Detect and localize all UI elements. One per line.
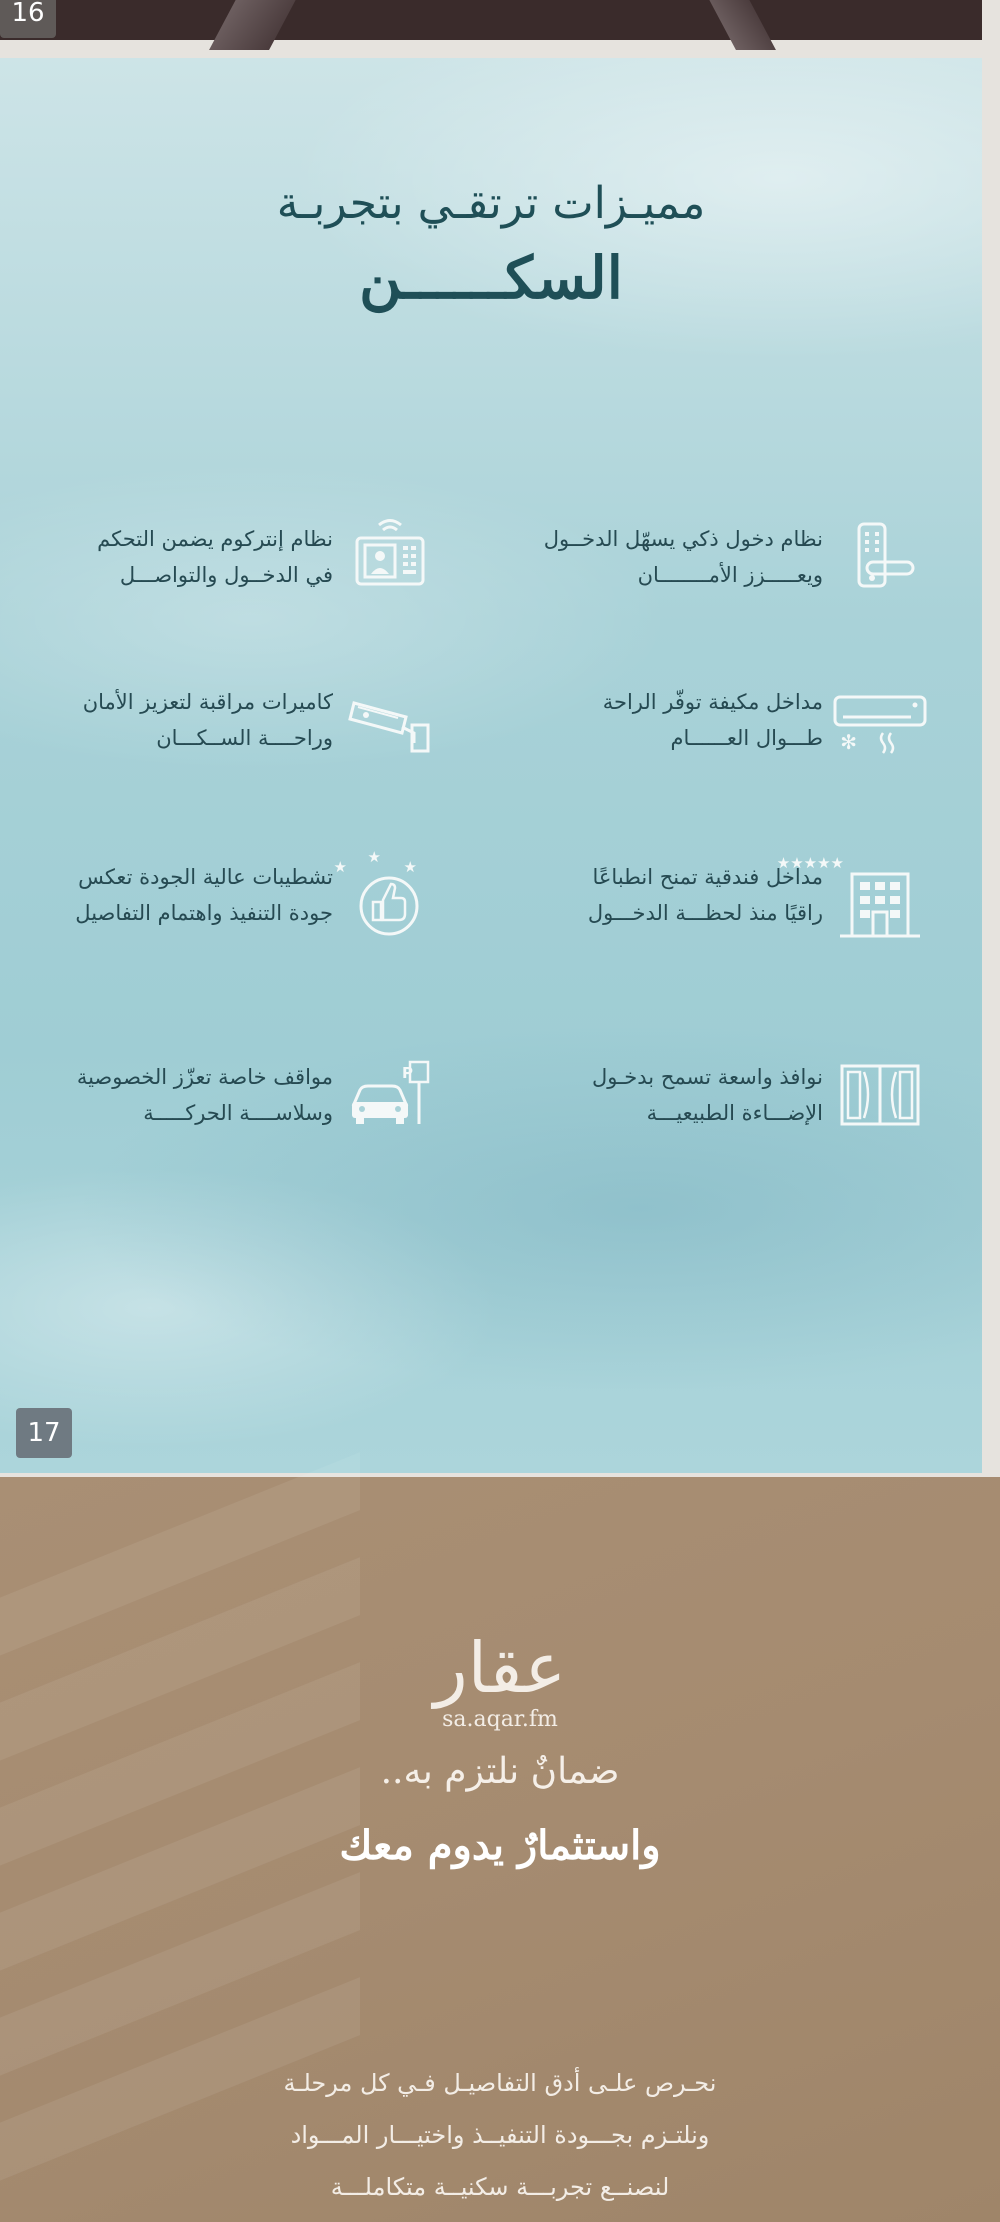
page-title-line2: السكــــــن	[359, 244, 623, 312]
feature-text-line1: مواقف خاصة تعزّز الخصوصية	[76, 1065, 333, 1089]
decorative-shape	[704, 0, 776, 50]
feature-text-line2: وراحــــة الســكـــان	[156, 726, 333, 750]
page-title-line1: مميـزات ترتقـي بتجربـة	[276, 178, 706, 229]
description-paragraph	[0, 2057, 1000, 2213]
svg-text:P: P	[402, 1064, 413, 1082]
security-camera-icon	[353, 683, 427, 757]
feature-security-cameras	[23, 683, 427, 757]
page-number-17: 17	[16, 1408, 72, 1458]
feature-text-line2: وسلاســــة الحركـــــة	[143, 1101, 333, 1125]
intercom-icon	[353, 520, 427, 594]
quality-thumbs-up-icon	[333, 848, 427, 932]
feature-high-quality-finishes	[23, 848, 427, 932]
smart-lock-icon	[843, 520, 917, 594]
paragraph-line: لنصنــع تجربـــة سكنيــة متكاملـــة	[330, 2173, 670, 2201]
svg-text:✻: ✻	[840, 730, 857, 754]
feature-text-line2: ويعـــــزز الأمــــــــان	[637, 563, 823, 587]
feature-intercom	[23, 520, 427, 594]
feature-text-line1: نظام إنتركوم يضمن التحكم	[97, 527, 333, 551]
feature-text-line2: في الدخــول والتواصـــل	[119, 563, 333, 587]
feature-text-line1: كاميرات مراقبة لتعزيز الأمان	[82, 690, 333, 714]
feature-air-conditioned	[513, 683, 917, 757]
hotel-building-icon	[776, 854, 917, 932]
parking-car-icon	[353, 1058, 427, 1132]
page-16-strip	[0, 0, 982, 40]
feature-text-line2: راقيًا منذ لحظـــة الدخـــول	[587, 901, 823, 925]
feature-smart-entry	[513, 520, 917, 594]
aqar-logo: عقار	[433, 1627, 567, 1709]
feature-text-line1: مداخل فندقية تمنح انطباعًا	[592, 865, 823, 889]
page-number-16: 16	[0, 0, 56, 38]
decorative-shape	[209, 0, 301, 50]
svg-text:★: ★	[333, 858, 347, 876]
feature-text-line1: نظام دخول ذكي يسهّل الدخــول	[543, 527, 823, 551]
slogan-line1: ضمانٌ نلتزم به..	[380, 1751, 620, 1792]
feature-text-line2: طـــوال العــــــام	[670, 726, 823, 750]
feature-text-line1: مداخل مكيفة توفّر الراحة	[602, 690, 823, 714]
slogan-line2: واستثمارٌ يدوم معك	[339, 1822, 661, 1869]
feature-text-line2: الإضـــاءة الطبيعيـــة	[646, 1101, 823, 1125]
aqar-url: sa.aqar.fm	[442, 1707, 558, 1732]
air-conditioner-icon	[840, 683, 917, 757]
window-icon	[843, 1058, 917, 1132]
paragraph-line: ونلتـزم بجـــودة التنفيــذ واختيـــار المـــواد	[290, 2121, 710, 2149]
feature-hotel-entrances	[513, 854, 917, 932]
page-17	[0, 58, 982, 1473]
svg-text:★: ★	[367, 848, 381, 866]
svg-text:★★★★★: ★★★★★	[776, 854, 844, 872]
feature-private-parking	[23, 1058, 427, 1132]
feature-text-line1: نوافذ واسعة تسمح بدخـول	[592, 1065, 823, 1089]
page-18	[0, 1477, 1000, 2222]
feature-text-line2: جودة التنفيذ واهتمام التفاصيل	[75, 901, 333, 925]
feature-wide-windows	[513, 1058, 917, 1132]
feature-text-line1: تشطيبات عالية الجودة تعكس	[78, 865, 333, 889]
paragraph-line: نحـرص علـى أدق التفاصيـل فـي كل مرحلـة	[283, 2069, 717, 2097]
svg-text:★: ★	[403, 858, 417, 876]
